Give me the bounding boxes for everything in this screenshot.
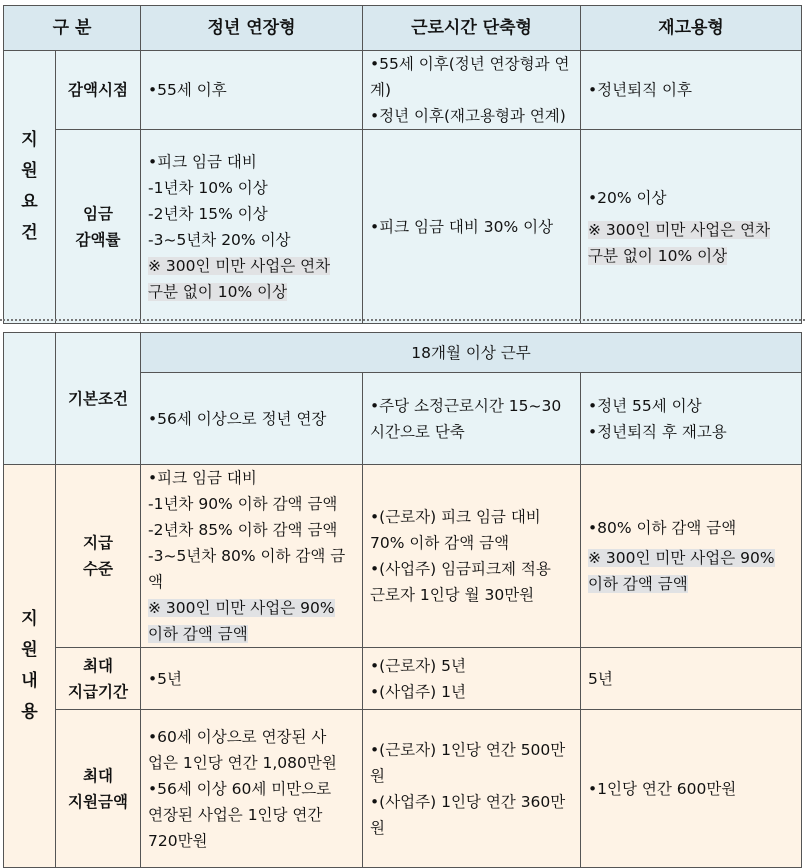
row-label-payment-level: 지급 수준: [56, 465, 141, 648]
cell-max-period-hours: •(근로자) 5년 •(사업주) 1년: [363, 648, 581, 710]
cell-wage-reduction-hours: •피크 임금 대비 30% 이상: [363, 130, 581, 324]
cell-payment-level-hours: •(근로자) 피크 임금 대비 70% 이하 감액 금액 •(사업주) 임금피크제 적용 근로자 1인당 월 30만원: [363, 465, 581, 648]
cell-wage-reduction-extension: •피크 임금 대비 -1년차 10% 이상 -2년차 15% 이상 -3~5년차 20% 이상 ※ 300인 미만 사업은 연차 구분 없이 10% 이상: [141, 130, 363, 324]
note-small-business: ※ 300인 미만 사업은 90%: [588, 549, 775, 567]
cell-reduction-start-reemployment: •정년퇴직 이후: [581, 51, 802, 130]
header-working-hours-reduction: 근로시간 단축형: [363, 6, 581, 51]
cell-max-period-reemployment: 5년: [581, 648, 802, 710]
note-small-business: ※ 300인 미만 사업은 연차: [148, 256, 331, 275]
cell-basic-extension: •56세 이상으로 정년 연장: [141, 373, 363, 465]
row-label-basic-condition: 기본조건: [56, 333, 141, 465]
row-label-max-amount: 최대 지원금액: [56, 710, 141, 868]
section-divider: [0, 319, 805, 321]
cell-basic-reemployment: •정년 55세 이상 •정년퇴직 후 재고용: [581, 373, 802, 465]
cell-max-amount-hours: •(근로자) 1인당 연간 500만원 •(사업주) 1인당 연간 360만원: [363, 710, 581, 868]
cell-payment-level-reemployment: •80% 이하 감액 금액 ※ 300인 미만 사업은 90% 이하 감액 금액: [581, 465, 802, 648]
cell-wage-reduction-reemployment: •20% 이상 ※ 300인 미만 사업은 연차 구분 없이 10% 이상: [581, 130, 802, 324]
cell-basic-hours: •주당 소정근로시간 15~30 시간으로 단축: [363, 373, 581, 465]
group-label-support-content: 지 원 내 용: [4, 465, 56, 868]
cell-reduction-start-extension: •55세 이후: [141, 51, 363, 130]
support-content-table: [3, 332, 802, 868]
cell-reduction-start-hours: •55세 이후(정년 연장형과 연계) •정년 이후(재고용형과 연계): [363, 51, 581, 130]
row-label-wage-reduction-rate: 임금 감액률: [56, 130, 141, 324]
group-label-blank: [4, 333, 56, 465]
note-small-business: ※ 300인 미만 사업은 90%: [148, 599, 335, 617]
cell-max-amount-extension: •60세 이상으로 연장된 사 업은 1인당 연간 1,080만원 •56세 이상 60세 미만으로 연장된 사업은 1인당 연간 720만원: [141, 710, 363, 868]
header-retirement-extension: 정년 연장형: [141, 6, 363, 51]
cell-max-amount-reemployment: •1인당 연간 600만원: [581, 710, 802, 868]
eligibility-table: [3, 5, 802, 324]
note-small-business: ※ 300인 미만 사업은 연차: [588, 220, 771, 239]
cell-max-period-extension: •5년: [141, 648, 363, 710]
cell-payment-level-extension: •피크 임금 대비 -1년차 90% 이하 감액 금액 -2년차 85% 이하 감액 금액 -3~5년차 80% 이하 감액 금액 ※ 300인 미만 사업은 90% 이하 감액 금액: [141, 465, 363, 648]
header-category: 구 분: [4, 6, 141, 51]
row-label-max-period: 최대 지급기간: [56, 648, 141, 710]
header-reemployment: 재고용형: [581, 6, 802, 51]
group-label-requirements: 지 원 요 건: [4, 51, 56, 324]
basic-condition-common: 18개월 이상 근무: [141, 333, 802, 373]
row-label-reduction-start: 감액시점: [56, 51, 141, 130]
